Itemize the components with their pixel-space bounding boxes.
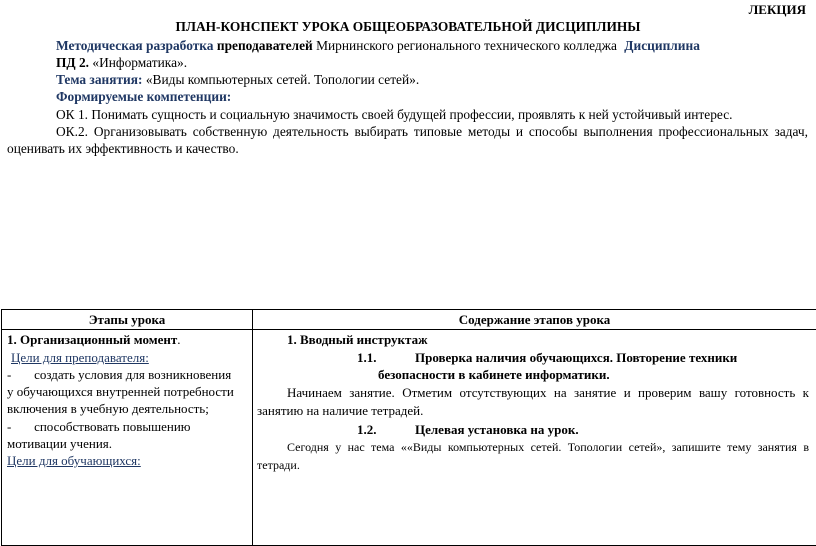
- subsection-1-title-line2: безопасности в кабинете информатики.: [378, 367, 610, 383]
- table-row: [2, 330, 816, 546]
- discipline-name: «Информатика».: [92, 55, 187, 70]
- teacher-goals-heading: Цели для преподавателя:: [11, 350, 149, 366]
- table-header-row: [2, 310, 816, 330]
- competency-ok1: ОК 1. Понимать сущность и социальную значимость своей будущей профессии, проявлять к ней устойчивый интерес.: [56, 107, 732, 123]
- stage-title-dot: .: [177, 332, 180, 347]
- student-goals-heading: Цели для обучающихся:: [7, 453, 141, 469]
- goal1-line2: у обучающихся внутренней потребности: [7, 384, 234, 400]
- section-intro-title: 1. Вводный инструктаж: [287, 332, 428, 348]
- goal2-line2: мотивации учения.: [7, 436, 112, 452]
- teacher-label: преподавателей: [217, 38, 313, 53]
- topic-label: Тема занятия:: [56, 72, 142, 87]
- paragraph-2-line1: Сегодня у нас тема ««Виды компьютерных сетей. Топологии сетей», запишите тему занятия в: [287, 440, 809, 455]
- goal2-line1: - способствовать повышению: [7, 419, 191, 435]
- paragraph-2-line2: тетради.: [257, 458, 300, 473]
- stage-title-line: [7, 332, 181, 348]
- subsection-2-number: 1.2.: [357, 422, 377, 438]
- goal1-line3: включения в учебную деятельность;: [7, 401, 209, 417]
- col-header-content: Содержание этапов урока: [253, 310, 816, 330]
- intro-line-1: [56, 38, 700, 54]
- subsection-2-title: Целевая установка на урок.: [415, 422, 579, 438]
- document-type-label: ЛЕКЦИЯ: [749, 2, 806, 18]
- competency-ok2-line1: ОК.2. Организовывать собственную деятельность выбирать типовые методы и способы выполнения профессиональных задач,: [56, 124, 808, 140]
- content-cell: [253, 330, 816, 546]
- stage-cell: [2, 330, 253, 546]
- intro-line-2: [56, 55, 187, 71]
- paragraph-1-line2: занятию на наличие тетрадей.: [257, 403, 423, 419]
- competency-ok2-line2: оценивать их эффективность и качество.: [7, 141, 239, 157]
- subsection-1-number: 1.1.: [357, 350, 377, 366]
- topic-line: [56, 72, 419, 88]
- topic-text: «Виды компьютерных сетей. Топологии сетей».: [146, 72, 419, 87]
- stage-title: 1. Организационный момент: [7, 332, 177, 347]
- discipline-label: Дисциплина: [624, 38, 700, 53]
- method-label: Методическая разработка: [56, 38, 214, 53]
- competencies-heading: [56, 89, 231, 105]
- paragraph-1-line1: Начинаем занятие. Отметим отсутствующих на занятие и проверим вашу готовность к: [287, 385, 809, 401]
- page-title: ПЛАН-КОНСПЕКТ УРОКА ОБЩЕОБРАЗОВАТЕЛЬНОЙ ДИСЦИПЛИНЫ: [0, 19, 816, 35]
- competencies-label: Формируемые компетенции:: [56, 89, 231, 104]
- col-header-stages: Этапы урока: [2, 310, 253, 330]
- lesson-stages-table: [1, 309, 816, 546]
- college-name: Мирнинского регионального технического колледжа: [316, 38, 617, 53]
- subsection-1-title-line1: Проверка наличия обучающихся. Повторение техники: [415, 350, 737, 366]
- goal1-line1: - создать условия для возникновения: [7, 367, 231, 383]
- discipline-code: ПД 2.: [56, 55, 89, 70]
